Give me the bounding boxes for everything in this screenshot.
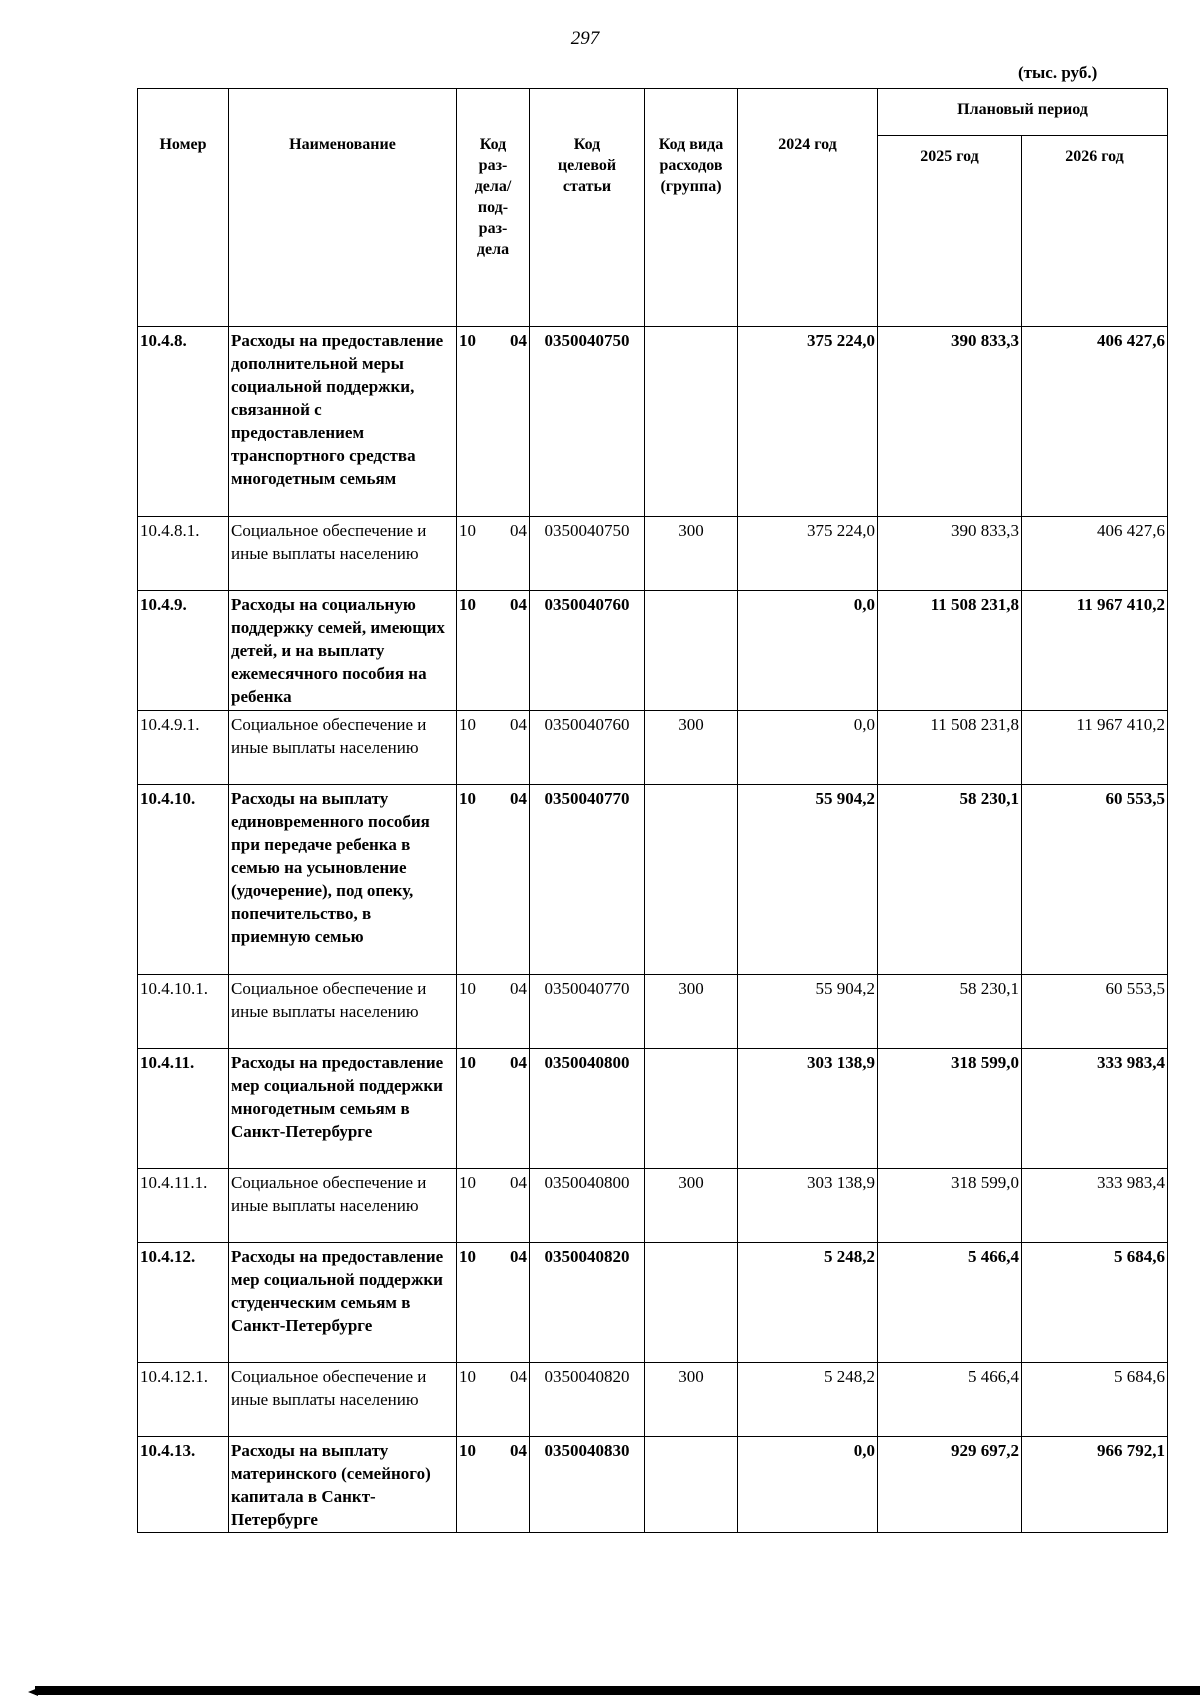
row-2024-amount: 5 248,2 xyxy=(738,1363,878,1437)
row-number: 10.4.12. xyxy=(138,1243,229,1363)
row-2025-amount: 390 833,3 xyxy=(878,327,1022,517)
row-expense-group: 300 xyxy=(645,711,738,785)
row-number: 10.4.10. xyxy=(138,785,229,975)
row-section: 10 xyxy=(459,789,476,808)
table-row xyxy=(138,517,1168,591)
row-name: Расходы на выплату материнского (семейного) капитала в Санкт-Петербурге xyxy=(229,1437,457,1533)
row-target-code: 0350040750 xyxy=(530,517,645,591)
row-target-code: 0350040770 xyxy=(530,975,645,1049)
table-row xyxy=(138,1049,1168,1169)
row-2025-amount: 5 466,4 xyxy=(878,1243,1022,1363)
row-target-code: 0350040760 xyxy=(530,591,645,711)
budget-table xyxy=(137,88,1168,1533)
bottom-scan-bar xyxy=(35,1686,1200,1695)
row-expense-group xyxy=(645,327,738,517)
row-name: Социальное обеспечение и иные выплаты населению xyxy=(229,517,457,591)
row-2025-amount: 390 833,3 xyxy=(878,517,1022,591)
table-row xyxy=(138,1169,1168,1243)
row-2026-amount: 5 684,6 xyxy=(1022,1363,1168,1437)
row-name: Расходы на социальную поддержку семей, имеющих детей, и на выплату ежемесячного пособия на ребенка xyxy=(229,591,457,711)
row-2025-amount: 929 697,2 xyxy=(878,1437,1022,1533)
row-target-code: 0350040760 xyxy=(530,711,645,785)
row-target-code: 0350040800 xyxy=(530,1049,645,1169)
row-section-code xyxy=(457,327,530,517)
table-row xyxy=(138,1363,1168,1437)
row-name: Социальное обеспечение и иные выплаты населению xyxy=(229,1363,457,1437)
row-2026-amount: 966 792,1 xyxy=(1022,1437,1168,1533)
row-target-code: 0350040800 xyxy=(530,1169,645,1243)
row-name: Расходы на предоставление мер социальной поддержки многодетным семьям в Санкт-Петербурге xyxy=(229,1049,457,1169)
row-subsection: 04 xyxy=(510,789,527,808)
row-section: 10 xyxy=(459,595,476,614)
units-label: (тыс. руб.) xyxy=(1018,63,1098,82)
row-subsection: 04 xyxy=(510,521,527,540)
row-2025-amount: 318 599,0 xyxy=(878,1169,1022,1243)
row-2024-amount: 0,0 xyxy=(738,711,878,785)
table-row xyxy=(138,711,1168,785)
row-2024-amount: 303 138,9 xyxy=(738,1169,878,1243)
table-row xyxy=(138,1243,1168,1363)
row-section-code xyxy=(457,591,530,711)
row-section: 10 xyxy=(459,1173,476,1192)
row-subsection: 04 xyxy=(510,1247,527,1266)
row-subsection: 04 xyxy=(510,1053,527,1072)
row-2024-amount: 5 248,2 xyxy=(738,1243,878,1363)
row-2025-amount: 11 508 231,8 xyxy=(878,711,1022,785)
row-number: 10.4.13. xyxy=(138,1437,229,1533)
header-2024: 2024 год xyxy=(738,89,878,327)
row-subsection: 04 xyxy=(510,595,527,614)
header-target-code: Код целевой статьи xyxy=(530,89,645,327)
row-section-code xyxy=(457,517,530,591)
row-subsection: 04 xyxy=(510,331,527,350)
row-expense-group: 300 xyxy=(645,1363,738,1437)
row-2026-amount: 5 684,6 xyxy=(1022,1243,1168,1363)
row-number: 10.4.11. xyxy=(138,1049,229,1169)
row-2026-amount: 333 983,4 xyxy=(1022,1049,1168,1169)
row-2026-amount: 406 427,6 xyxy=(1022,517,1168,591)
row-2024-amount: 55 904,2 xyxy=(738,975,878,1049)
row-section: 10 xyxy=(459,1367,476,1386)
table-row xyxy=(138,327,1168,517)
row-2025-amount: 11 508 231,8 xyxy=(878,591,1022,711)
row-subsection: 04 xyxy=(510,979,527,998)
row-number: 10.4.8.1. xyxy=(138,517,229,591)
row-section: 10 xyxy=(459,1441,476,1460)
header-number: Номер xyxy=(138,89,229,327)
row-2026-amount: 406 427,6 xyxy=(1022,327,1168,517)
header-expense-type: Код вида расходов (группа) xyxy=(645,89,738,327)
row-number: 10.4.9. xyxy=(138,591,229,711)
row-number: 10.4.11.1. xyxy=(138,1169,229,1243)
row-expense-group xyxy=(645,1437,738,1533)
row-number: 10.4.12.1. xyxy=(138,1363,229,1437)
row-2024-amount: 0,0 xyxy=(738,1437,878,1533)
row-2024-amount: 375 224,0 xyxy=(738,327,878,517)
row-2026-amount: 60 553,5 xyxy=(1022,975,1168,1049)
page-number: 297 xyxy=(570,28,600,49)
row-2026-amount: 11 967 410,2 xyxy=(1022,591,1168,711)
header-2025: 2025 год xyxy=(878,136,1022,327)
row-section: 10 xyxy=(459,331,476,350)
table-row xyxy=(138,591,1168,711)
row-subsection: 04 xyxy=(510,1367,527,1386)
header-section: Код раз-дела/ под-раз-дела xyxy=(457,89,530,327)
header-planned-period: Плановый период xyxy=(878,89,1168,136)
row-section-code xyxy=(457,1243,530,1363)
header-2026: 2026 год xyxy=(1022,136,1168,327)
row-expense-group: 300 xyxy=(645,975,738,1049)
row-section-code xyxy=(457,1049,530,1169)
row-expense-group xyxy=(645,1049,738,1169)
row-2025-amount: 58 230,1 xyxy=(878,785,1022,975)
table-row xyxy=(138,975,1168,1049)
header-name: Наименование xyxy=(229,89,457,327)
row-expense-group xyxy=(645,1243,738,1363)
row-section-code xyxy=(457,1437,530,1533)
row-section-code xyxy=(457,975,530,1049)
row-section: 10 xyxy=(459,1247,476,1266)
row-2025-amount: 5 466,4 xyxy=(878,1363,1022,1437)
row-section: 10 xyxy=(459,979,476,998)
row-2024-amount: 55 904,2 xyxy=(738,785,878,975)
row-name: Социальное обеспечение и иные выплаты населению xyxy=(229,711,457,785)
row-target-code: 0350040820 xyxy=(530,1243,645,1363)
row-2024-amount: 375 224,0 xyxy=(738,517,878,591)
row-section-code xyxy=(457,1169,530,1243)
row-subsection: 04 xyxy=(510,1173,527,1192)
row-2025-amount: 58 230,1 xyxy=(878,975,1022,1049)
row-2024-amount: 303 138,9 xyxy=(738,1049,878,1169)
row-name: Социальное обеспечение и иные выплаты населению xyxy=(229,975,457,1049)
row-number: 10.4.9.1. xyxy=(138,711,229,785)
row-expense-group: 300 xyxy=(645,1169,738,1243)
row-section: 10 xyxy=(459,521,476,540)
row-2026-amount: 11 967 410,2 xyxy=(1022,711,1168,785)
row-name: Социальное обеспечение и иные выплаты населению xyxy=(229,1169,457,1243)
row-target-code: 0350040820 xyxy=(530,1363,645,1437)
row-name: Расходы на предоставление дополнительной меры социальной поддержки, связанной с предоставлением транспортного средства многодетным семьям xyxy=(229,327,457,517)
table-row xyxy=(138,785,1168,975)
row-number: 10.4.8. xyxy=(138,327,229,517)
row-expense-group xyxy=(645,785,738,975)
row-section-code xyxy=(457,1363,530,1437)
row-number: 10.4.10.1. xyxy=(138,975,229,1049)
row-name: Расходы на предоставление мер социальной поддержки студенческим семьям в Санкт-Петербурге xyxy=(229,1243,457,1363)
row-2025-amount: 318 599,0 xyxy=(878,1049,1022,1169)
row-expense-group: 300 xyxy=(645,517,738,591)
table-row xyxy=(138,1437,1168,1533)
row-section-code xyxy=(457,711,530,785)
row-target-code: 0350040830 xyxy=(530,1437,645,1533)
table-body xyxy=(138,327,1168,1533)
row-subsection: 04 xyxy=(510,715,527,734)
row-subsection: 04 xyxy=(510,1441,527,1460)
row-2026-amount: 333 983,4 xyxy=(1022,1169,1168,1243)
row-name: Расходы на выплату единовременного пособия при передаче ребенка в семью на усыновление (удочерение), под опеку, попечительство, в приемную семью xyxy=(229,785,457,975)
row-section: 10 xyxy=(459,1053,476,1072)
row-target-code: 0350040750 xyxy=(530,327,645,517)
row-expense-group xyxy=(645,591,738,711)
row-2026-amount: 60 553,5 xyxy=(1022,785,1168,975)
row-2024-amount: 0,0 xyxy=(738,591,878,711)
row-section-code xyxy=(457,785,530,975)
row-section: 10 xyxy=(459,715,476,734)
row-target-code: 0350040770 xyxy=(530,785,645,975)
